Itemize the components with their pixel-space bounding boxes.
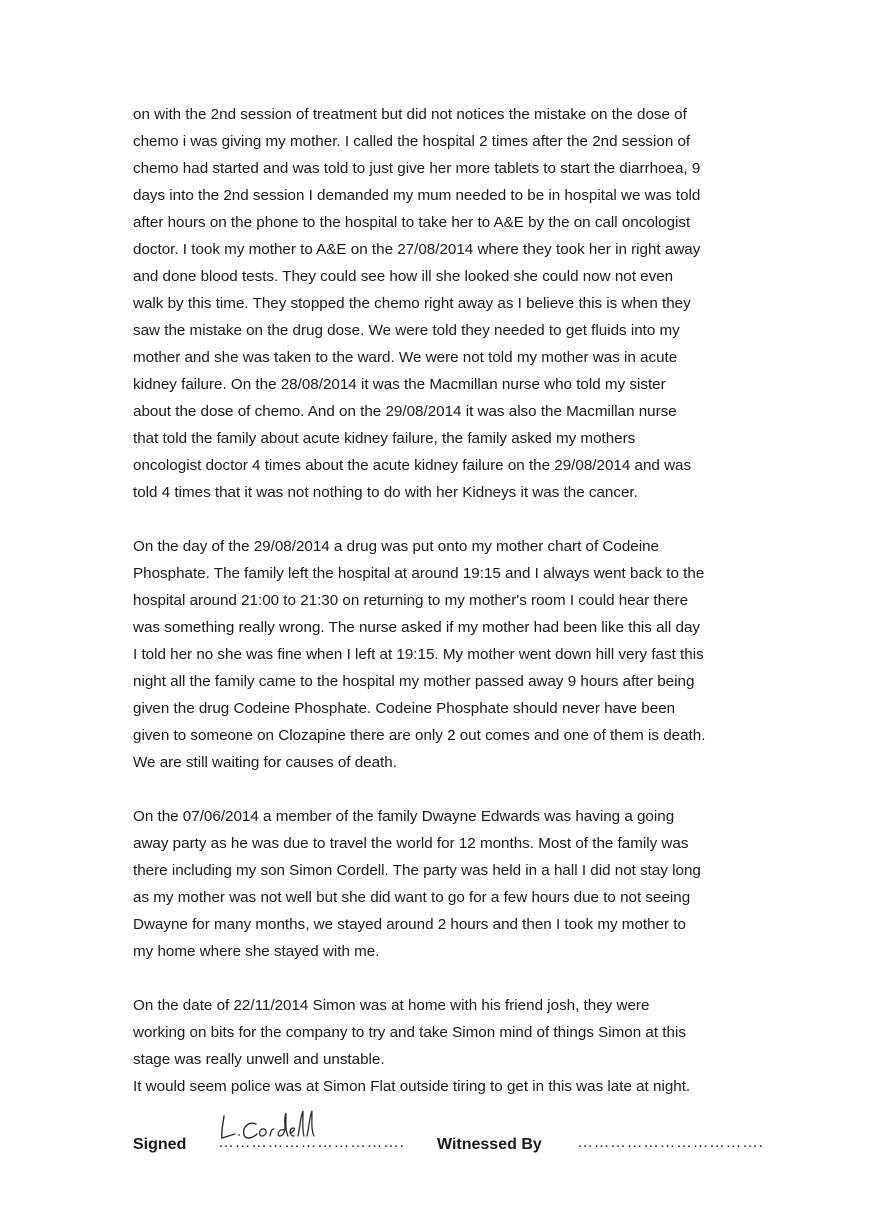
text-line: chemo i was giving my mother. I called the hospital 2 times after the 2nd session of <box>133 133 691 150</box>
text-line: chemo had started and was told to just give her more tablets to start the diarrhoea, 9 <box>133 160 701 177</box>
text-line: working on bits for the company to try and take Simon mind of things Simon at this <box>133 1024 686 1041</box>
text-line: away party as he was due to travel the world for 12 months. Most of the family was <box>133 835 689 852</box>
text-line: given the drug Codeine Phosphate. Codeine Phosphate should never have been <box>133 700 676 717</box>
text-line: was something really wrong. The nurse asked if my mother had been like this all day <box>133 619 701 636</box>
paragraph <box>133 101 753 506</box>
text-line: after hours on the phone to the hospital to take her to A&E by the on call oncologist <box>133 214 691 231</box>
text-line: hospital around 21:00 to 21:30 on returning to my mother's room I could hear there <box>133 592 689 609</box>
signed-dotted-line: ……………………………. <box>218 1134 405 1151</box>
signed-label: Signed <box>133 1136 187 1153</box>
text-line: doctor. I took my mother to A&E on the 27/08/2014 where they took her in right away <box>133 241 701 258</box>
text-line: my home where she stayed with me. <box>133 943 380 960</box>
text-line: night all the family came to the hospital my mother passed away 9 hours after being <box>133 673 695 690</box>
text-line: walk by this time. They stopped the chemo right away as I believe this is when they <box>133 295 691 312</box>
text-line: Dwayne for many months, we stayed around 2 hours and then I took my mother to <box>133 916 686 933</box>
text-line: there including my son Simon Cordell. The party was held in a hall I did not stay long <box>133 862 701 879</box>
text-line: Phosphate. The family left the hospital at around 19:15 and I always went back to the <box>133 565 705 582</box>
paragraph <box>133 992 753 1100</box>
paragraph <box>133 533 753 776</box>
text-line: told 4 times that it was not nothing to do with her Kidneys it was the cancer. <box>133 484 638 501</box>
text-line: given to someone on Clozapine there are only 2 out comes and one of them is death. <box>133 727 706 744</box>
signature-footer <box>133 1128 793 1168</box>
text-line: about the dose of chemo. And on the 29/08/2014 it was also the Macmillan nurse <box>133 403 677 420</box>
text-line: I told her no she was fine when I left at 19:15. My mother went down hill very fast this <box>133 646 704 663</box>
text-line: saw the mistake on the drug dose. We were told they needed to get fluids into my <box>133 322 680 339</box>
text-line: and done blood tests. They could see how ill she looked she could now not even <box>133 268 674 285</box>
text-line: On the date of 22/11/2014 Simon was at home with his friend josh, they were <box>133 997 650 1014</box>
text-line: On the day of the 29/08/2014 a drug was put onto my mother chart of Codeine <box>133 538 659 555</box>
text-line: On the 07/06/2014 a member of the family Dwayne Edwards was having a going <box>133 808 675 825</box>
text-line: as my mother was not well but she did want to go for a few hours due to not seeing <box>133 889 691 906</box>
paragraph <box>133 803 753 965</box>
text-line: days into the 2nd session I demanded my mum needed to be in hospital we was told <box>133 187 701 204</box>
text-line: It would seem police was at Simon Flat outside tiring to get in this was late at night. <box>133 1078 691 1095</box>
text-line: We are still waiting for causes of death. <box>133 754 397 771</box>
witnessed-dotted-line: ……………………………. <box>577 1134 764 1151</box>
text-line: on with the 2nd session of treatment but did not notices the mistake on the dose of <box>133 106 687 123</box>
text-line: mother and she was taken to the ward. We were not told my mother was in acute <box>133 349 678 366</box>
statement-body <box>133 101 753 1127</box>
text-line: that told the family about acute kidney failure, the family asked my mothers <box>133 430 636 447</box>
witnessed-by-label: Witnessed By <box>437 1136 542 1153</box>
text-line: oncologist doctor 4 times about the acute kidney failure on the 29/08/2014 and was <box>133 457 692 474</box>
text-line: kidney failure. On the 28/08/2014 it was the Macmillan nurse who told my sister <box>133 376 666 393</box>
text-line: stage was really unwell and unstable. <box>133 1051 385 1068</box>
